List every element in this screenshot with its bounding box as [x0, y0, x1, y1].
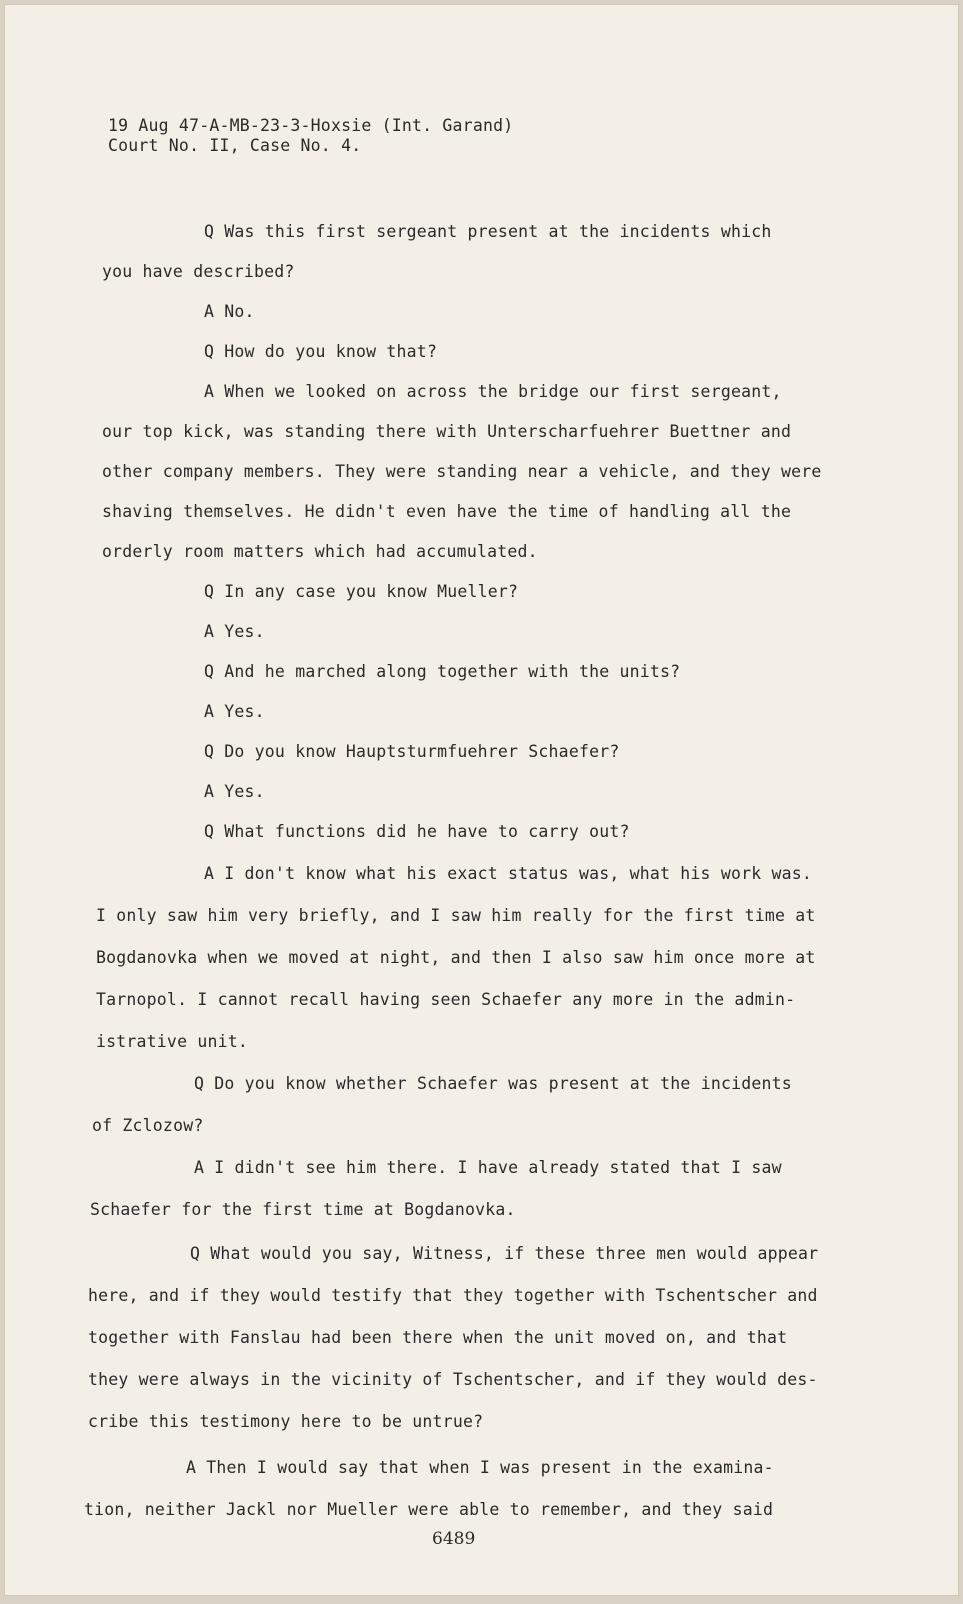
page-number: 6489: [432, 1529, 476, 1549]
transcript-line: istrative unit.: [96, 1032, 249, 1051]
transcript-line: Q What functions did he have to carry out?: [204, 822, 630, 841]
transcript-line: shaving themselves. He didn't even have the time of handling all the: [102, 502, 792, 521]
transcript-line: together with Fanslau had been there when the unit moved on, and that: [88, 1328, 788, 1347]
header-line-1: 19 Aug 47-A-MB-23-3-Hoxsie (Int. Garand): [108, 116, 514, 135]
transcript-line: A Then I would say that when I was present in the examina-: [186, 1458, 774, 1477]
transcript-line: Q In any case you know Mueller?: [204, 582, 519, 601]
transcript-line: tion, neither Jackl nor Mueller were able to remember, and they said: [84, 1500, 774, 1519]
transcript-line: you have described?: [102, 262, 295, 281]
transcript-line: Q Was this first sergeant present at the incidents which: [204, 222, 772, 241]
transcript-line: orderly room matters which had accumulated.: [102, 542, 538, 561]
transcript-line: A I didn't see him there. I have already stated that I saw: [194, 1158, 782, 1177]
transcript-line: Q And he marched along together with the units?: [204, 662, 681, 681]
transcript-line: here, and if they would testify that they together with Tschentscher and: [88, 1286, 818, 1305]
transcript-line: Q Do you know whether Schaefer was present at the incidents: [194, 1074, 792, 1093]
transcript-line: Q How do you know that?: [204, 342, 438, 361]
document-page: [4, 4, 959, 1596]
transcript-line: cribe this testimony here to be untrue?: [88, 1412, 484, 1431]
transcript-line: A Yes.: [204, 702, 265, 721]
transcript-line: Bogdanovka when we moved at night, and then I also saw him once more at: [96, 948, 816, 967]
transcript-line: of Zclozow?: [92, 1116, 204, 1135]
transcript-line: A No.: [204, 302, 255, 321]
transcript-line: they were always in the vicinity of Tschentscher, and if they would des-: [88, 1370, 818, 1389]
transcript-line: our top kick, was standing there with Unterscharfuehrer Buettner and: [102, 422, 792, 441]
transcript-line: Q What would you say, Witness, if these three men would appear: [190, 1244, 819, 1263]
transcript-line: other company members. They were standing near a vehicle, and they were: [102, 462, 822, 481]
header-line-2: Court No. II, Case No. 4.: [108, 136, 362, 155]
transcript-line: Schaefer for the first time at Bogdanovka.: [90, 1200, 516, 1219]
transcript-line: A I don't know what his exact status was, what his work was.: [204, 864, 813, 883]
transcript-line: A Yes.: [204, 622, 265, 641]
transcript-line: Q Do you know Hauptsturmfuehrer Schaefer?: [204, 742, 620, 761]
transcript-line: I only saw him very briefly, and I saw him really for the first time at: [96, 906, 816, 925]
transcript-line: A Yes.: [204, 782, 265, 801]
transcript-line: A When we looked on across the bridge our first sergeant,: [204, 382, 782, 401]
transcript-line: Tarnopol. I cannot recall having seen Schaefer any more in the admin-: [96, 990, 796, 1009]
